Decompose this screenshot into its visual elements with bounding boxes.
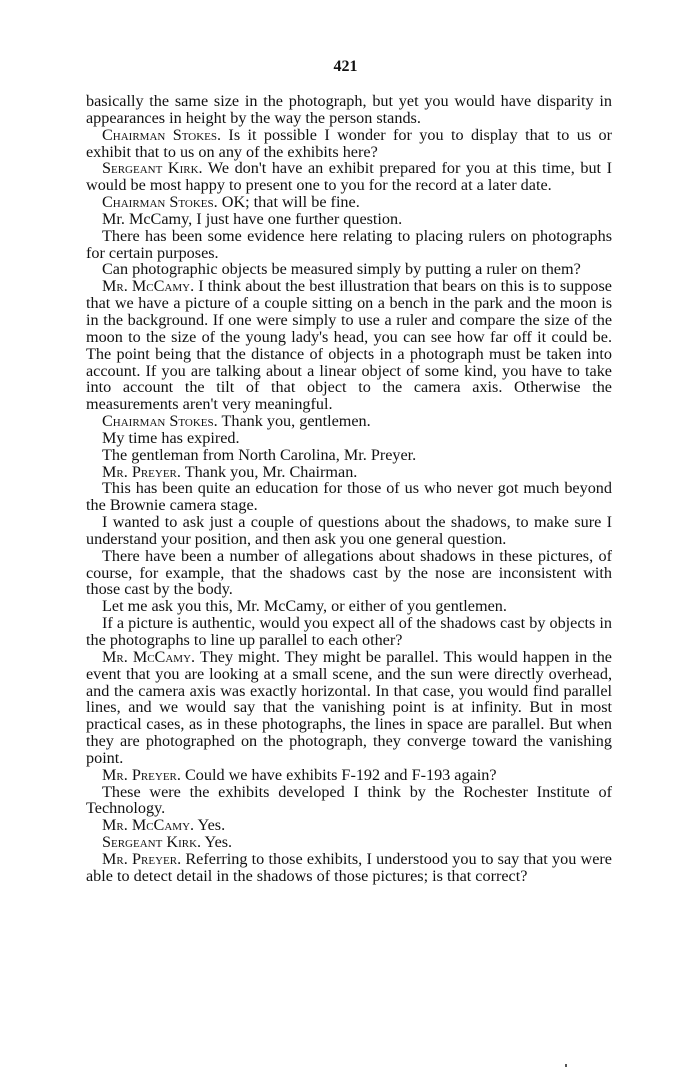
paragraph-text: Could we have exhibits F-192 and F-193 again?: [180, 765, 497, 784]
paragraph: [86, 430, 612, 447]
paragraph: [86, 649, 612, 767]
paragraph-text: They might. They might be parallel. This would happen in the event that you are looking at a small scene, and the sun were directly overhead, and the camera axis was exactly horizontal. In that case, you would find parallel lines, and we would say that the vanishing point is at infinity. But in most practical cases, as in these photographs, the lines in space are parallel. But when they are photographed on the photograph, they converge toward the vanishing point.: [86, 647, 612, 767]
paragraph: [86, 464, 612, 481]
paragraph-text: There has been some evidence here relating to placing rulers on photographs for certain purposes.: [86, 226, 612, 262]
paragraph: [86, 211, 612, 228]
paragraph: [86, 548, 612, 599]
paragraph-text: Is it possible I wonder for you to display that to us or exhibit that to us on any of the exhibits here?: [86, 125, 612, 161]
paragraph: [86, 194, 612, 211]
page-number: 421: [333, 58, 358, 75]
speaker-name: Sergeant Kirk.: [102, 833, 202, 852]
paragraph-text: If a picture is authentic, would you expect all of the shadows cast by objects in the photographs to line up parallel to each other?: [86, 614, 612, 649]
paragraph: [86, 514, 612, 548]
paragraph-text: Yes.: [194, 816, 226, 835]
paragraph-text: Thank you, Mr. Chairman.: [180, 462, 358, 481]
paragraph-text: basically the same size in the photograph, but yet you would have disparity in appearances in height by the way the person stands.: [86, 92, 612, 127]
paragraph-text: Mr. McCamy, I just have one further question.: [102, 209, 403, 228]
paragraph: [86, 228, 612, 262]
paragraph: [86, 447, 612, 464]
speaker-name: Mr. McCamy.: [102, 277, 195, 296]
scan-speck: [565, 1064, 567, 1067]
speaker-name: Mr. Preyer.: [102, 849, 182, 868]
speaker-name: Chairman Stokes.: [102, 193, 218, 212]
paragraph-text: Referring to those exhibits, I understood you to say that you were able to detect detail in the shadows of those pictures; is that correct?: [86, 849, 612, 885]
paragraph-text: There have been a number of allegations about shadows in these pictures, of course, for example, that the shadows cast by the nose are inconsistent with those cast by the body.: [86, 546, 612, 599]
paragraph-text: We don't have an exhibit prepared for you at this time, but I would be most happy to present one to you for the record at a later date.: [86, 159, 612, 195]
transcript-body: [86, 93, 612, 885]
paragraph: [86, 413, 612, 430]
paragraph: [86, 615, 612, 649]
paragraph-text: I think about the best illustration that bears on this is to suppose that we have a picture of a couple sitting on a bench in the park and the moon is in the background. If one were simply to use a ruler and compare the size of the moon to the size of the young lady's head, you can see how far off it could be. The point being that the distance of objects in a photograph must be taken into account. If you are talking about a linear object of some kind, you have to take into account the tilt of that object to the camera axis. Otherwise the measurements aren't very meaningful.: [86, 277, 612, 414]
paragraph-text: Can photographic objects be measured simply by putting a ruler on them?: [102, 260, 581, 279]
paragraph: [86, 127, 612, 161]
paragraph: [86, 160, 612, 194]
paragraph: [86, 851, 612, 885]
speaker-name: Sergeant Kirk.: [102, 159, 203, 178]
speaker-name: Chairman Stokes.: [102, 412, 218, 431]
paragraph: [86, 278, 612, 413]
speaker-name: Mr. Preyer.: [102, 462, 181, 481]
paragraph: [86, 93, 612, 127]
paragraph-text: Let me ask you this, Mr. McCamy, or either of you gentlemen.: [102, 597, 507, 616]
paragraph-text: Yes.: [201, 833, 233, 852]
paragraph: [86, 817, 612, 834]
paragraph-text: My time has expired.: [102, 428, 240, 447]
paragraph: [86, 784, 612, 818]
paragraph-text: Thank you, gentlemen.: [217, 412, 371, 431]
speaker-name: Mr. McCamy.: [102, 816, 195, 835]
paragraph: [86, 834, 612, 851]
paragraph: [86, 480, 612, 514]
paragraph: [86, 767, 612, 784]
paragraph-text: These were the exhibits developed I think by the Rochester Institute of Technology.: [86, 782, 612, 818]
paragraph-text: This has been quite an education for those of us who never got much beyond the Brownie camera stage.: [86, 479, 612, 515]
speaker-name: Mr. McCamy.: [102, 647, 196, 666]
paragraph-text: I wanted to ask just a couple of questions about the shadows, to make sure I understand your position, and then ask you one general question.: [86, 513, 612, 548]
paragraph: [86, 598, 612, 615]
speaker-name: Chairman Stokes.: [102, 125, 222, 144]
speaker-name: Mr. Preyer.: [102, 765, 181, 784]
paragraph: [86, 261, 612, 278]
paragraph-text: OK; that will be fine.: [217, 193, 360, 212]
paragraph-text: The gentleman from North Carolina, Mr. Preyer.: [102, 445, 417, 464]
